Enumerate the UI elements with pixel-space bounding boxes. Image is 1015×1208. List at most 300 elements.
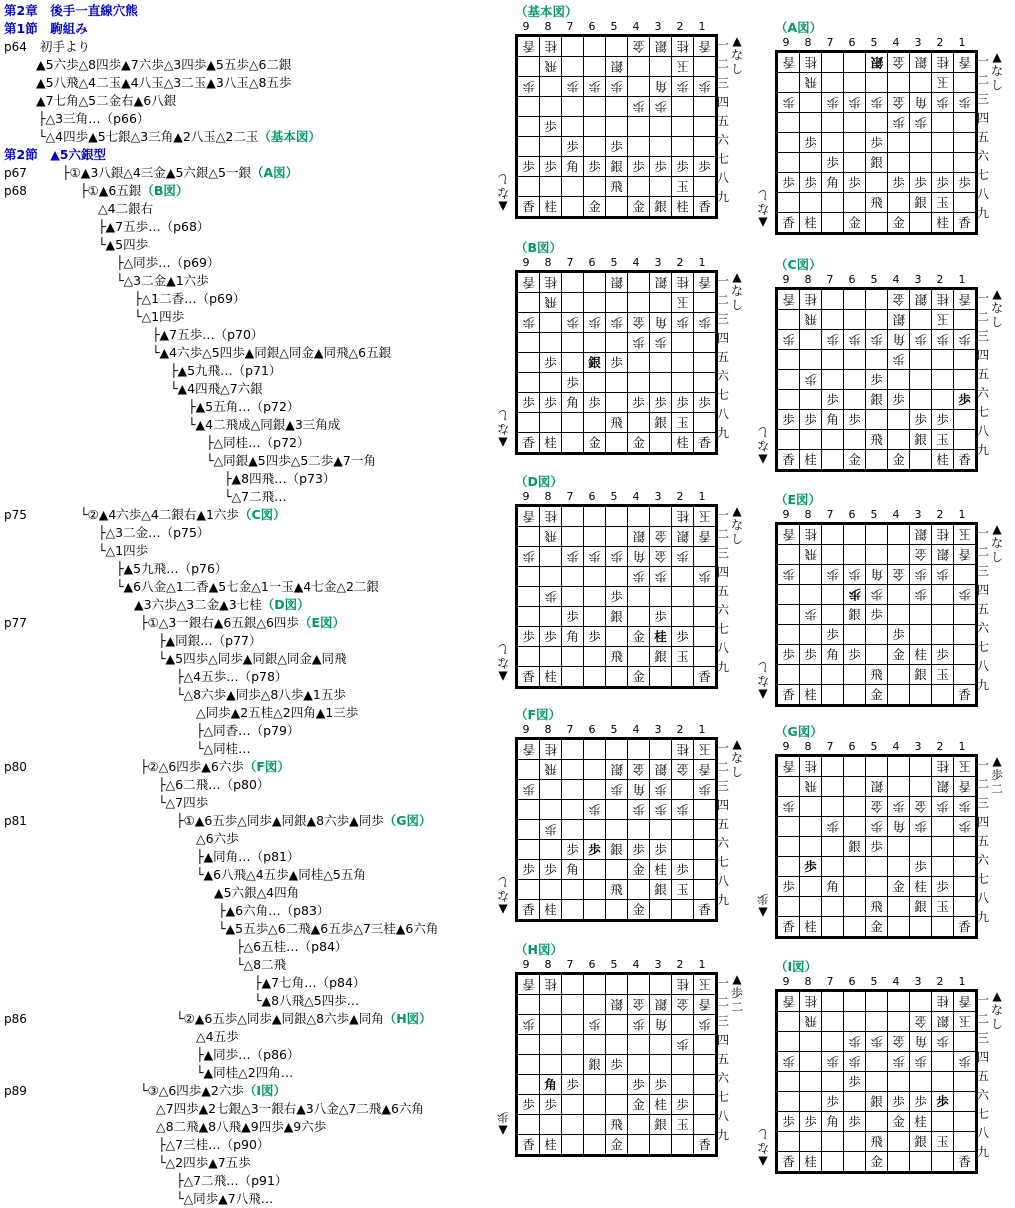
board-square[interactable]	[954, 645, 976, 665]
board-square[interactable]	[584, 137, 606, 157]
board-square[interactable]: 香	[778, 992, 800, 1012]
board-square[interactable]: 角	[888, 330, 910, 350]
board-square[interactable]: 歩	[650, 333, 672, 353]
board-square[interactable]	[866, 410, 888, 430]
board-square[interactable]: 歩	[650, 800, 672, 820]
board-square[interactable]: 歩	[672, 860, 694, 880]
board-square[interactable]	[540, 1035, 562, 1055]
board-square[interactable]: 歩	[866, 837, 888, 857]
board-square[interactable]	[694, 413, 716, 433]
board-square[interactable]	[672, 97, 694, 117]
board-square[interactable]	[650, 507, 672, 527]
board-square[interactable]	[584, 567, 606, 587]
board-square[interactable]	[584, 1075, 606, 1095]
board-square[interactable]: 歩	[650, 840, 672, 860]
board-square[interactable]: 桂	[932, 525, 954, 545]
board-square[interactable]	[584, 1095, 606, 1115]
board-square[interactable]: 桂	[800, 917, 822, 937]
board-square[interactable]	[844, 1012, 866, 1032]
board-square[interactable]	[888, 857, 910, 877]
board-square[interactable]	[888, 153, 910, 173]
board-square[interactable]	[888, 410, 910, 430]
board-square[interactable]	[562, 1135, 584, 1155]
board-square[interactable]: 金	[584, 197, 606, 217]
board-square[interactable]: 歩	[910, 1092, 932, 1112]
board-square[interactable]: 歩	[866, 817, 888, 837]
board-square[interactable]	[800, 665, 822, 685]
board-square[interactable]: 香	[954, 53, 976, 73]
board-square[interactable]	[910, 310, 932, 330]
board-square[interactable]: 歩	[540, 627, 562, 647]
board-square[interactable]: 香	[518, 197, 540, 217]
board-square[interactable]	[584, 527, 606, 547]
board-square[interactable]: 飛	[800, 310, 822, 330]
board-square[interactable]: 歩	[844, 565, 866, 585]
board-square[interactable]	[540, 1015, 562, 1035]
board-square[interactable]	[518, 413, 540, 433]
board-square[interactable]: 歩	[910, 173, 932, 193]
board-square[interactable]	[954, 1032, 976, 1052]
board-square[interactable]	[584, 760, 606, 780]
board-square[interactable]	[540, 840, 562, 860]
board-square[interactable]	[910, 605, 932, 625]
board-square[interactable]	[518, 97, 540, 117]
board-square[interactable]	[562, 820, 584, 840]
board-square[interactable]: 歩	[562, 137, 584, 157]
board-square[interactable]	[778, 1072, 800, 1092]
board-square[interactable]	[844, 757, 866, 777]
board-square[interactable]: 桂	[540, 197, 562, 217]
board-square[interactable]	[954, 430, 976, 450]
board-square[interactable]	[954, 1132, 976, 1152]
board-square[interactable]: 角	[822, 1112, 844, 1132]
board-square[interactable]: 桂	[932, 213, 954, 233]
board-square[interactable]: 桂	[672, 433, 694, 453]
board-square[interactable]: 歩	[694, 1015, 716, 1035]
board-square[interactable]: 歩	[672, 800, 694, 820]
board-square[interactable]: 歩	[584, 840, 606, 860]
board-square[interactable]	[844, 370, 866, 390]
board-square[interactable]: 銀	[650, 995, 672, 1015]
board-square[interactable]	[628, 77, 650, 97]
board-square[interactable]	[606, 393, 628, 413]
board-square[interactable]: 歩	[606, 313, 628, 333]
board-square[interactable]: 歩	[650, 607, 672, 627]
board-square[interactable]: 銀	[606, 840, 628, 860]
board-square[interactable]	[650, 137, 672, 157]
board-square[interactable]	[540, 547, 562, 567]
board-square[interactable]: 歩	[866, 330, 888, 350]
board-square[interactable]: 歩	[562, 373, 584, 393]
board-square[interactable]: 角	[650, 77, 672, 97]
board-square[interactable]	[778, 625, 800, 645]
board-square[interactable]	[910, 133, 932, 153]
board-square[interactable]: 金	[866, 1152, 888, 1172]
board-square[interactable]	[606, 373, 628, 393]
board-square[interactable]: 角	[628, 547, 650, 567]
board-square[interactable]: 歩	[672, 547, 694, 567]
board-square[interactable]	[932, 585, 954, 605]
board-square[interactable]	[628, 293, 650, 313]
board-square[interactable]	[844, 310, 866, 330]
board-square[interactable]: 歩	[932, 645, 954, 665]
board-square[interactable]: 銀	[866, 153, 888, 173]
board-square[interactable]	[562, 333, 584, 353]
board-square[interactable]: 金	[844, 213, 866, 233]
board-square[interactable]: 歩	[518, 627, 540, 647]
board-square[interactable]	[584, 820, 606, 840]
board-square[interactable]: 銀	[932, 545, 954, 565]
diagram-ref[interactable]: （基本図）	[258, 129, 321, 144]
board-square[interactable]	[694, 353, 716, 373]
board-square[interactable]	[540, 373, 562, 393]
board-square[interactable]	[518, 995, 540, 1015]
board-square[interactable]	[778, 837, 800, 857]
board-square[interactable]	[694, 647, 716, 667]
board-square[interactable]: 歩	[844, 173, 866, 193]
board-square[interactable]	[954, 565, 976, 585]
board-square[interactable]: 歩	[866, 133, 888, 153]
board-square[interactable]	[584, 780, 606, 800]
board-square[interactable]: 金	[910, 1012, 932, 1032]
board-square[interactable]	[540, 1115, 562, 1135]
board-square[interactable]	[778, 370, 800, 390]
board-square[interactable]	[822, 897, 844, 917]
board-square[interactable]	[540, 333, 562, 353]
board-square[interactable]	[606, 627, 628, 647]
board-square[interactable]	[628, 413, 650, 433]
board-square[interactable]	[910, 350, 932, 370]
board-square[interactable]: 銀	[866, 777, 888, 797]
board-square[interactable]	[910, 917, 932, 937]
board-square[interactable]	[932, 625, 954, 645]
board-square[interactable]	[800, 817, 822, 837]
board-square[interactable]: 歩	[672, 313, 694, 333]
board-square[interactable]	[844, 53, 866, 73]
board-square[interactable]: 歩	[778, 410, 800, 430]
board-square[interactable]	[954, 1092, 976, 1112]
board-square[interactable]: 金	[910, 797, 932, 817]
board-square[interactable]	[910, 1152, 932, 1172]
board-square[interactable]: 香	[518, 507, 540, 527]
board-square[interactable]	[584, 667, 606, 687]
board-square[interactable]	[562, 433, 584, 453]
board-square[interactable]: 歩	[800, 605, 822, 625]
board-square[interactable]: 歩	[650, 567, 672, 587]
board-square[interactable]	[562, 880, 584, 900]
board-square[interactable]	[822, 450, 844, 470]
board-square[interactable]	[606, 117, 628, 137]
board-square[interactable]: 銀	[650, 37, 672, 57]
board-square[interactable]: 桂	[932, 992, 954, 1012]
board-square[interactable]: 歩	[694, 77, 716, 97]
board-square[interactable]	[562, 1015, 584, 1035]
board-square[interactable]	[606, 293, 628, 313]
board-square[interactable]	[562, 1055, 584, 1075]
board-square[interactable]: 香	[954, 917, 976, 937]
board-square[interactable]: 金	[866, 917, 888, 937]
board-square[interactable]: 飛	[866, 897, 888, 917]
board-square[interactable]: 香	[694, 527, 716, 547]
board-square[interactable]: 玉	[932, 310, 954, 330]
board-square[interactable]: 桂	[800, 450, 822, 470]
board-square[interactable]: 金	[628, 760, 650, 780]
board-square[interactable]	[800, 1092, 822, 1112]
board-square[interactable]	[932, 685, 954, 705]
board-square[interactable]: 桂	[540, 667, 562, 687]
board-square[interactable]	[606, 197, 628, 217]
board-square[interactable]	[822, 113, 844, 133]
board-square[interactable]	[778, 1132, 800, 1152]
board-square[interactable]: 銀	[584, 353, 606, 373]
board-square[interactable]	[562, 567, 584, 587]
board-square[interactable]	[628, 353, 650, 373]
board-square[interactable]: 飛	[606, 647, 628, 667]
board-square[interactable]: 歩	[800, 370, 822, 390]
board-square[interactable]: 香	[694, 760, 716, 780]
board-square[interactable]: 歩	[650, 1075, 672, 1095]
board-square[interactable]	[540, 880, 562, 900]
board-square[interactable]	[562, 507, 584, 527]
board-square[interactable]	[822, 1152, 844, 1172]
board-square[interactable]: 歩	[518, 860, 540, 880]
board-square[interactable]: 金	[628, 197, 650, 217]
board-square[interactable]	[778, 817, 800, 837]
board-square[interactable]: 桂	[540, 975, 562, 995]
board-square[interactable]	[628, 740, 650, 760]
board-square[interactable]	[628, 1035, 650, 1055]
board-square[interactable]: 飛	[540, 293, 562, 313]
board-square[interactable]	[562, 527, 584, 547]
board-square[interactable]	[954, 310, 976, 330]
board-square[interactable]: 金	[866, 685, 888, 705]
board-square[interactable]: 香	[518, 1135, 540, 1155]
board-square[interactable]	[932, 1112, 954, 1132]
board-square[interactable]: 歩	[628, 393, 650, 413]
board-square[interactable]: 香	[518, 667, 540, 687]
board-square[interactable]: 歩	[606, 780, 628, 800]
board-square[interactable]	[694, 117, 716, 137]
board-square[interactable]: 飛	[540, 57, 562, 77]
board-square[interactable]: 歩	[540, 353, 562, 373]
board-square[interactable]: 桂	[540, 1135, 562, 1155]
board-square[interactable]	[562, 1095, 584, 1115]
board-square[interactable]	[888, 133, 910, 153]
board-square[interactable]: 銀	[650, 413, 672, 433]
board-square[interactable]: 歩	[562, 607, 584, 627]
board-square[interactable]	[888, 605, 910, 625]
board-square[interactable]	[562, 1035, 584, 1055]
board-square[interactable]: 桂	[540, 433, 562, 453]
board-square[interactable]	[628, 507, 650, 527]
board-square[interactable]	[822, 837, 844, 857]
board-square[interactable]	[822, 665, 844, 685]
board-square[interactable]: 銀	[932, 777, 954, 797]
board-square[interactable]: 歩	[954, 93, 976, 113]
board-square[interactable]	[606, 1035, 628, 1055]
board-square[interactable]	[606, 1095, 628, 1115]
board-square[interactable]	[694, 820, 716, 840]
board-square[interactable]	[694, 293, 716, 313]
board-square[interactable]	[866, 310, 888, 330]
board-square[interactable]	[954, 193, 976, 213]
board-square[interactable]: 歩	[540, 860, 562, 880]
board-square[interactable]	[540, 137, 562, 157]
board-square[interactable]	[822, 193, 844, 213]
board-square[interactable]	[844, 897, 866, 917]
board-square[interactable]: 歩	[628, 157, 650, 177]
board-square[interactable]	[844, 877, 866, 897]
board-square[interactable]	[606, 567, 628, 587]
board-square[interactable]: 香	[518, 37, 540, 57]
board-square[interactable]: 銀	[650, 760, 672, 780]
board-square[interactable]	[844, 777, 866, 797]
board-square[interactable]	[584, 900, 606, 920]
board-square[interactable]	[888, 370, 910, 390]
board-square[interactable]	[628, 820, 650, 840]
board-square[interactable]	[518, 1035, 540, 1055]
board-square[interactable]	[540, 995, 562, 1015]
board-square[interactable]	[822, 992, 844, 1012]
board-square[interactable]: 歩	[606, 77, 628, 97]
board-square[interactable]	[822, 133, 844, 153]
board-square[interactable]	[562, 975, 584, 995]
board-square[interactable]: 飛	[606, 1115, 628, 1135]
board-square[interactable]: 金	[888, 450, 910, 470]
board-square[interactable]: 香	[694, 37, 716, 57]
board-square[interactable]	[518, 57, 540, 77]
board-square[interactable]: 玉	[672, 177, 694, 197]
board-square[interactable]: 銀	[606, 760, 628, 780]
board-square[interactable]	[932, 133, 954, 153]
board-square[interactable]	[694, 1075, 716, 1095]
board-square[interactable]: 銀	[650, 880, 672, 900]
board-square[interactable]	[778, 153, 800, 173]
board-square[interactable]	[518, 840, 540, 860]
board-square[interactable]	[778, 193, 800, 213]
board-square[interactable]: 歩	[606, 353, 628, 373]
board-square[interactable]	[518, 293, 540, 313]
board-square[interactable]: 歩	[954, 330, 976, 350]
board-square[interactable]	[822, 797, 844, 817]
board-square[interactable]: 角	[888, 817, 910, 837]
board-square[interactable]	[866, 1052, 888, 1072]
board-square[interactable]: 玉	[672, 413, 694, 433]
board-square[interactable]: 歩	[584, 157, 606, 177]
board-square[interactable]	[606, 800, 628, 820]
board-square[interactable]	[606, 333, 628, 353]
board-square[interactable]	[672, 137, 694, 157]
board-square[interactable]: 歩	[822, 93, 844, 113]
board-square[interactable]: 金	[584, 433, 606, 453]
board-square[interactable]	[800, 585, 822, 605]
board-square[interactable]	[672, 587, 694, 607]
board-square[interactable]	[584, 507, 606, 527]
board-square[interactable]: 銀	[888, 310, 910, 330]
board-square[interactable]	[562, 647, 584, 667]
board-square[interactable]: 玉	[672, 1115, 694, 1135]
board-square[interactable]	[866, 1072, 888, 1092]
board-square[interactable]: 歩	[778, 1052, 800, 1072]
board-square[interactable]	[844, 525, 866, 545]
board-square[interactable]	[932, 390, 954, 410]
board-square[interactable]	[628, 273, 650, 293]
board-square[interactable]	[694, 1035, 716, 1055]
board-square[interactable]	[518, 137, 540, 157]
board-square[interactable]: 飛	[866, 665, 888, 685]
board-square[interactable]: 歩	[694, 313, 716, 333]
board-square[interactable]	[584, 880, 606, 900]
board-square[interactable]	[694, 1095, 716, 1115]
board-square[interactable]	[778, 430, 800, 450]
board-square[interactable]	[672, 1055, 694, 1075]
board-square[interactable]	[584, 273, 606, 293]
board-square[interactable]: 金	[628, 37, 650, 57]
board-square[interactable]	[518, 880, 540, 900]
board-square[interactable]: 歩	[562, 840, 584, 860]
board-square[interactable]	[932, 153, 954, 173]
board-square[interactable]: 歩	[540, 1095, 562, 1115]
board-square[interactable]	[540, 413, 562, 433]
board-square[interactable]	[584, 607, 606, 627]
board-square[interactable]: 歩	[650, 780, 672, 800]
board-square[interactable]: 歩	[932, 1032, 954, 1052]
board-square[interactable]	[844, 545, 866, 565]
board-square[interactable]: 銀	[606, 607, 628, 627]
board-square[interactable]: 歩	[628, 333, 650, 353]
board-square[interactable]	[518, 373, 540, 393]
board-square[interactable]	[932, 917, 954, 937]
board-square[interactable]	[800, 430, 822, 450]
board-square[interactable]	[562, 587, 584, 607]
board-square[interactable]: 金	[888, 1112, 910, 1132]
board-square[interactable]: 桂	[650, 1095, 672, 1115]
board-square[interactable]	[800, 113, 822, 133]
board-square[interactable]	[866, 173, 888, 193]
board-square[interactable]	[822, 525, 844, 545]
board-square[interactable]	[844, 153, 866, 173]
board-square[interactable]	[932, 837, 954, 857]
board-square[interactable]	[888, 917, 910, 937]
board-square[interactable]	[800, 193, 822, 213]
board-square[interactable]: 銀	[910, 193, 932, 213]
board-square[interactable]	[650, 975, 672, 995]
board-square[interactable]	[584, 1135, 606, 1155]
board-square[interactable]	[888, 777, 910, 797]
board-square[interactable]: 歩	[778, 330, 800, 350]
board-square[interactable]: 歩	[932, 797, 954, 817]
board-square[interactable]: 桂	[540, 900, 562, 920]
board-square[interactable]	[518, 117, 540, 137]
board-square[interactable]	[606, 860, 628, 880]
board-square[interactable]: 歩	[778, 565, 800, 585]
board-square[interactable]	[650, 900, 672, 920]
board-square[interactable]	[650, 587, 672, 607]
board-square[interactable]: 歩	[584, 547, 606, 567]
board-square[interactable]: 銀	[866, 1092, 888, 1112]
board-square[interactable]	[822, 73, 844, 93]
board-square[interactable]	[910, 73, 932, 93]
board-square[interactable]: 歩	[694, 393, 716, 413]
board-square[interactable]: 銀	[606, 995, 628, 1015]
board-square[interactable]: 歩	[910, 113, 932, 133]
board-square[interactable]	[910, 153, 932, 173]
board-square[interactable]	[954, 153, 976, 173]
board-square[interactable]	[800, 330, 822, 350]
diagram-ref[interactable]: （F図）	[243, 759, 290, 774]
board-square[interactable]	[584, 57, 606, 77]
board-square[interactable]: 歩	[910, 585, 932, 605]
